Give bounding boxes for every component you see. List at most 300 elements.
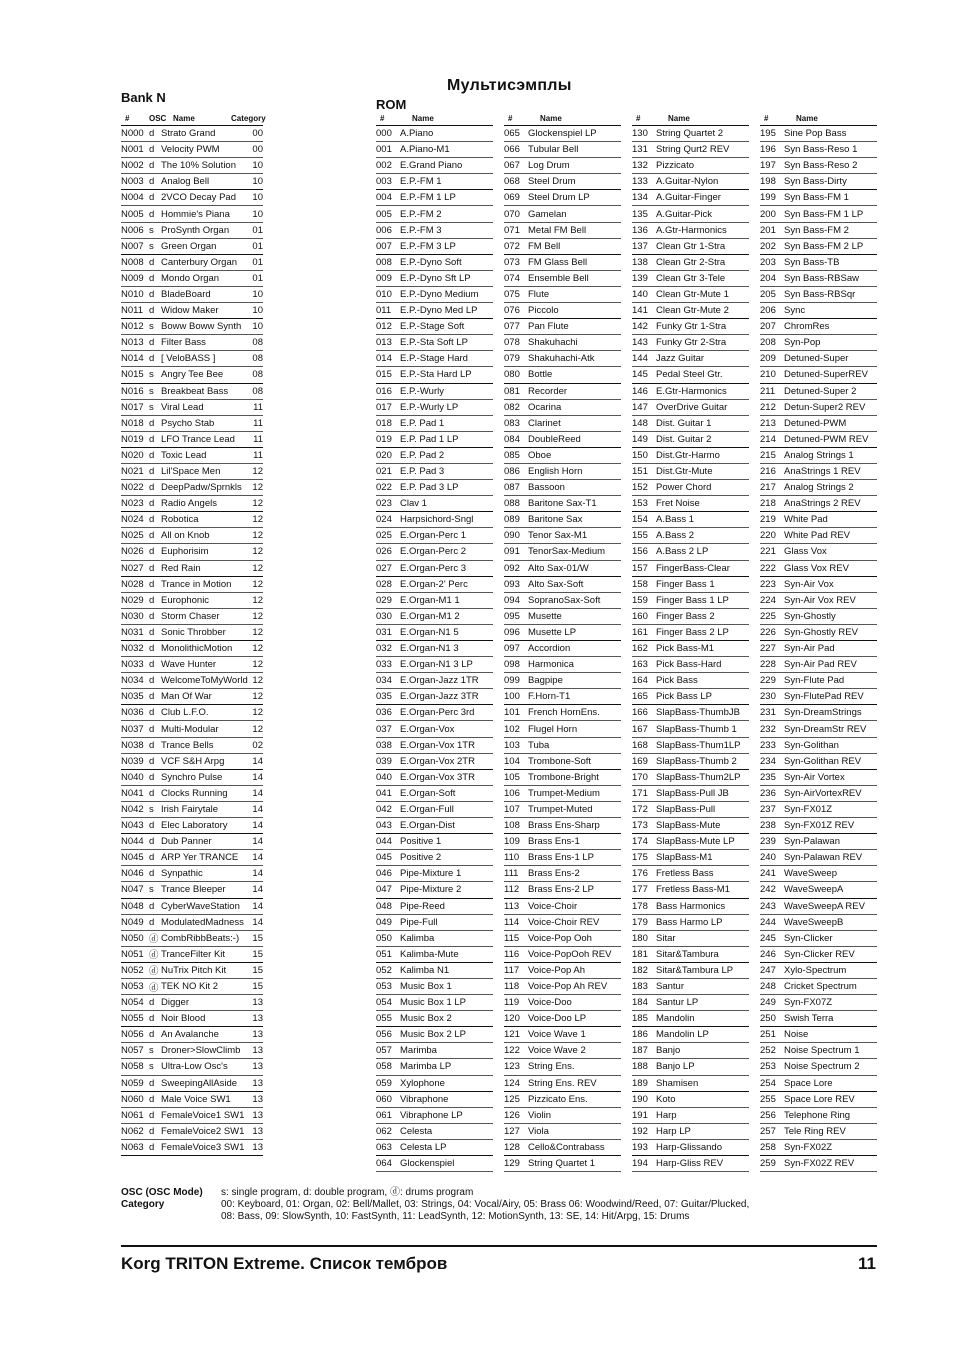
- table-row: [760, 770, 877, 786]
- table-row: [376, 126, 493, 142]
- multisample-number: 140: [632, 288, 648, 300]
- multisample-number: 191: [632, 1109, 648, 1121]
- osc-mode: s: [149, 884, 154, 896]
- multisample-number: 074: [504, 272, 520, 284]
- multisample-name: Detuned-PWM REV: [784, 433, 869, 445]
- table-row: [376, 416, 493, 432]
- multisample-number: 053: [376, 981, 392, 993]
- multisample-number: 099: [504, 675, 520, 687]
- table-row: [376, 786, 493, 802]
- table-row: [121, 1108, 263, 1124]
- multisample-name: Syn-FlutePad REV: [784, 691, 864, 703]
- multisample-name: A.Bass 2: [656, 530, 695, 542]
- table-row: [504, 1124, 621, 1140]
- program-name: FemaleVoice3 SW1: [161, 1141, 245, 1153]
- table-row: [376, 400, 493, 416]
- table-row: [376, 561, 493, 577]
- table-row: [376, 915, 493, 931]
- multisample-number: 135: [632, 208, 648, 220]
- multisample-number: 189: [632, 1077, 648, 1089]
- multisample-name: OverDrive Guitar: [656, 401, 728, 413]
- multisample-name: Music Box 1 LP: [400, 997, 466, 1009]
- multisample-number: 036: [376, 707, 392, 719]
- table-row: [376, 979, 493, 995]
- category: 12: [252, 562, 263, 574]
- multisample-number: 129: [504, 1158, 520, 1170]
- multisample-number: 157: [632, 562, 648, 574]
- program-name: ProSynth Organ: [161, 224, 230, 236]
- table-row: [376, 705, 493, 721]
- program-name: Male Voice SW1: [161, 1093, 231, 1105]
- table-row: [760, 705, 877, 721]
- bank-n-title: Bank N: [121, 90, 166, 105]
- multisample-number: 205: [760, 288, 776, 300]
- program-name: ModulatedMadness: [161, 916, 244, 928]
- multisample-name: Flugel Horn: [528, 723, 578, 735]
- multisample-number: 070: [504, 208, 520, 220]
- program-name: DeepPadw/Sprnkls: [161, 482, 242, 494]
- osc-mode: d: [149, 449, 155, 461]
- multisample-number: 121: [504, 1029, 520, 1041]
- category: 12: [252, 659, 263, 671]
- multisample-number: 202: [760, 240, 776, 252]
- program-name: FemaleVoice1 SW1: [161, 1109, 245, 1121]
- multisample-name: A.Bass 1: [656, 514, 695, 526]
- multisample-name: Syn-FX01Z REV: [784, 820, 855, 832]
- table-row: [121, 271, 263, 287]
- table-row: [632, 528, 749, 544]
- table-row: [632, 770, 749, 786]
- multisample-number: 103: [504, 739, 520, 751]
- header-number: #: [636, 113, 641, 123]
- multisample-number: 251: [760, 1029, 776, 1041]
- program-name: CyberWaveStation: [161, 900, 240, 912]
- table-row: [376, 335, 493, 351]
- multisample-number: 130: [632, 128, 648, 140]
- multisample-name: Ensemble Bell: [528, 272, 589, 284]
- table-row: [760, 754, 877, 770]
- table-row: [760, 126, 877, 142]
- program-name: Canterbury Organ: [161, 256, 238, 268]
- category: 12: [252, 594, 263, 606]
- table-row: [121, 577, 263, 593]
- osc-mode: d: [149, 288, 155, 300]
- multisample-number: 076: [504, 305, 520, 317]
- program-number: N058: [121, 1061, 144, 1073]
- table-row: [121, 625, 263, 641]
- multisample-number: 114: [504, 916, 520, 928]
- category: 15: [252, 964, 263, 976]
- multisample-number: 160: [632, 610, 648, 622]
- program-number: N006: [121, 224, 144, 236]
- multisample-number: 042: [376, 803, 392, 815]
- multisample-number: 181: [632, 948, 648, 960]
- multisample-number: 084: [504, 433, 520, 445]
- multisample-name: Syn-DreamStr REV: [784, 723, 867, 735]
- osc-mode: ⓓ: [149, 934, 159, 946]
- osc-mode: d: [149, 868, 155, 880]
- table-row: [504, 1108, 621, 1124]
- osc-mode: d: [149, 578, 155, 590]
- multisample-name: Voice Wave 1: [528, 1029, 586, 1041]
- multisample-number: 197: [760, 160, 776, 172]
- multisample-number: 091: [504, 546, 520, 558]
- table-row: [632, 721, 749, 737]
- multisample-name: Syn-Golithan: [784, 739, 839, 751]
- category: 12: [252, 546, 263, 558]
- table-row: [376, 577, 493, 593]
- table-row: [376, 496, 493, 512]
- table-row: [504, 271, 621, 287]
- multisample-name: Shakuhachi: [528, 337, 578, 349]
- multisample-name: E.P. Pad 2: [400, 449, 445, 461]
- multisample-number: 126: [504, 1109, 520, 1121]
- multisample-number: 151: [632, 466, 648, 478]
- table-row: [121, 480, 263, 496]
- osc-mode: d: [149, 820, 155, 832]
- multisample-name: French HornEns.: [528, 707, 600, 719]
- program-number: N008: [121, 256, 144, 268]
- multisample-number: 217: [760, 482, 776, 494]
- multisample-number: 046: [376, 868, 392, 880]
- multisample-name: Harpsichord-Sngl: [400, 514, 474, 526]
- table-row: [632, 1027, 749, 1043]
- multisample-number: 094: [504, 594, 520, 606]
- header-category: Category: [231, 113, 266, 123]
- multisample-name: Pick Bass LP: [656, 691, 712, 703]
- table-row: [504, 384, 621, 400]
- multisample-number: 184: [632, 997, 648, 1009]
- osc-mode: d: [149, 562, 155, 574]
- table-row: [760, 931, 877, 947]
- table-row: [504, 142, 621, 158]
- table-row: [504, 1156, 621, 1172]
- multisample-number: 058: [376, 1061, 392, 1073]
- table-row: [504, 979, 621, 995]
- osc-mode: d: [149, 176, 155, 188]
- multisample-name: String Ens. REV: [528, 1077, 597, 1089]
- multisample-name: TenorSax-Medium: [528, 546, 606, 558]
- multisample-number: 028: [376, 578, 392, 590]
- multisample-name: Pipe-Reed: [400, 900, 445, 912]
- table-row: [632, 625, 749, 641]
- multisample-name: Musette: [528, 610, 562, 622]
- program-name: Angry Tee Bee: [161, 369, 224, 381]
- osc-mode: d: [149, 643, 155, 655]
- table-row: [121, 126, 263, 142]
- multisample-number: 141: [632, 305, 648, 317]
- multisample-name: Dist. Guitar 2: [656, 433, 712, 445]
- table-row: [760, 786, 877, 802]
- multisample-number: 017: [376, 401, 392, 413]
- osc-mode: d: [149, 482, 155, 494]
- multisample-number: 158: [632, 578, 648, 590]
- table-row: [760, 689, 877, 705]
- header-name: Name: [668, 113, 690, 123]
- program-name: Wave Hunter: [161, 659, 217, 671]
- table-row: [760, 416, 877, 432]
- multisample-name: Pizzicato: [656, 160, 695, 172]
- header-name: Name: [796, 113, 818, 123]
- program-number: N031: [121, 626, 144, 638]
- multisample-name: Xylo-Spectrum: [784, 964, 847, 976]
- table-row: [760, 577, 877, 593]
- multisample-name: Analog Strings 1: [784, 449, 854, 461]
- table-row: [121, 287, 263, 303]
- program-number: N013: [121, 337, 144, 349]
- program-name: Trance Bleeper: [161, 884, 226, 896]
- multisample-name: Glockenspiel: [400, 1158, 455, 1170]
- multisample-number: 254: [760, 1077, 776, 1089]
- table-row: [760, 1059, 877, 1075]
- multisample-name: Syn-FX01Z: [784, 803, 833, 815]
- multisample-number: 162: [632, 643, 648, 655]
- multisample-number: 127: [504, 1125, 520, 1137]
- program-name: Synpathic: [161, 868, 203, 880]
- multisample-name: Syn Bass-RBSqr: [784, 288, 856, 300]
- multisample-name: E.Organ-Soft: [400, 787, 456, 799]
- table-row: [632, 335, 749, 351]
- multisample-number: 125: [504, 1093, 520, 1105]
- table-row: [632, 1108, 749, 1124]
- table-row: [760, 882, 877, 898]
- program-number: N048: [121, 900, 144, 912]
- table-row: [632, 899, 749, 915]
- program-number: N021: [121, 466, 144, 478]
- table-row: [121, 416, 263, 432]
- multisample-number: 065: [504, 128, 520, 140]
- table-row: [121, 641, 263, 657]
- program-number: N027: [121, 562, 144, 574]
- table-row: [376, 142, 493, 158]
- program-number: N007: [121, 240, 144, 252]
- category: 01: [252, 240, 263, 252]
- multisample-name: E.Grand Piano: [400, 160, 463, 172]
- multisample-name: White Pad REV: [784, 530, 850, 542]
- multisample-name: Piccolo: [528, 305, 559, 317]
- table-row: [376, 931, 493, 947]
- multisample-number: 122: [504, 1045, 520, 1057]
- multisample-name: A.Bass 2 LP: [656, 546, 709, 558]
- multisample-number: 117: [504, 964, 520, 976]
- category: 10: [252, 208, 263, 220]
- table-row: [121, 705, 263, 721]
- program-name: Velocity PWM: [161, 144, 220, 156]
- multisample-name: Brass Ens-Sharp: [528, 820, 600, 832]
- table-row: [632, 915, 749, 931]
- table-row: [632, 561, 749, 577]
- program-number: N042: [121, 803, 144, 815]
- category: 14: [252, 884, 263, 896]
- category: 11: [253, 433, 263, 445]
- table-row: [760, 1140, 877, 1156]
- table-row: [504, 1027, 621, 1043]
- multisample-number: 190: [632, 1093, 648, 1105]
- multisample-number: 164: [632, 675, 648, 687]
- category: 12: [252, 514, 263, 526]
- program-name: Viral Lead: [161, 401, 204, 413]
- table-row: [121, 673, 263, 689]
- osc-mode: d: [149, 1013, 155, 1025]
- table-row: [504, 335, 621, 351]
- multisample-number: 062: [376, 1125, 392, 1137]
- program-name: Irish Fairytale: [161, 803, 219, 815]
- table-row: [121, 190, 263, 206]
- table-row: [504, 158, 621, 174]
- multisample-number: 178: [632, 900, 648, 912]
- multisample-name: E.Organ-N1 3 LP: [400, 659, 473, 671]
- multisample-number: 213: [760, 417, 776, 429]
- multisample-number: 021: [376, 466, 392, 478]
- table-row: [504, 1011, 621, 1027]
- multisample-name: Koto: [656, 1093, 676, 1105]
- multisample-number: 075: [504, 288, 520, 300]
- program-name: WelcomeToMyWorld: [161, 675, 248, 687]
- table-row: [632, 223, 749, 239]
- table-row: [504, 126, 621, 142]
- table-row: [760, 963, 877, 979]
- table-row: [504, 882, 621, 898]
- table-row: [121, 818, 263, 834]
- multisample-number: 069: [504, 192, 520, 204]
- category: 01: [252, 224, 263, 236]
- multisample-name: Detuned-Super: [784, 353, 849, 365]
- osc-mode: d: [149, 900, 155, 912]
- multisample-number: 176: [632, 868, 648, 880]
- multisample-name: Gamelan: [528, 208, 567, 220]
- multisample-name: Voice-Choir REV: [528, 916, 600, 928]
- table-row: [632, 351, 749, 367]
- multisample-number: 188: [632, 1061, 648, 1073]
- program-name: Breakbeat Bass: [161, 385, 229, 397]
- multisample-name: Sync: [784, 305, 806, 317]
- osc-mode: d: [149, 530, 155, 542]
- multisample-name: Finger Bass 2: [656, 610, 715, 622]
- program-name: VCF S&H Arpg: [161, 755, 225, 767]
- table-row: [376, 351, 493, 367]
- multisample-number: 011: [376, 305, 392, 317]
- multisample-name: E.P.-FM 3: [400, 224, 442, 236]
- multisample-name: WaveSweepA REV: [784, 900, 865, 912]
- multisample-number: 146: [632, 385, 648, 397]
- program-number: N020: [121, 449, 144, 461]
- bank-n-header: [121, 111, 266, 126]
- table-row: [504, 963, 621, 979]
- multisample-number: 228: [760, 659, 776, 671]
- multisample-name: FM Bell: [528, 240, 561, 252]
- multisample-number: 051: [376, 948, 392, 960]
- multisample-name: Pipe-Full: [400, 916, 438, 928]
- table-row: [376, 963, 493, 979]
- table-row: [376, 319, 493, 335]
- multisample-number: 208: [760, 337, 776, 349]
- category: 12: [252, 610, 263, 622]
- table-row: [376, 174, 493, 190]
- multisample-name: SlapBass-Pull: [656, 803, 716, 815]
- multisample-number: 172: [632, 803, 648, 815]
- category: 13: [252, 1093, 263, 1105]
- multisample-number: 013: [376, 337, 392, 349]
- table-row: [632, 319, 749, 335]
- multisample-number: 101: [504, 707, 520, 719]
- program-number: N053: [121, 981, 144, 993]
- table-row: [376, 657, 493, 673]
- multisample-name: Syn-Air Pad REV: [784, 659, 857, 671]
- multisample-name: Flute: [528, 288, 550, 300]
- program-number: N044: [121, 836, 144, 848]
- multisample-name: Syn-Air Pad: [784, 643, 835, 655]
- multisample-number: 102: [504, 723, 520, 735]
- category: 00: [252, 128, 263, 140]
- multisample-number: 193: [632, 1141, 648, 1153]
- multisample-number: 163: [632, 659, 648, 671]
- program-name: ARP Yer TRANCE: [161, 852, 239, 864]
- program-name: 2VCO Decay Pad: [161, 192, 236, 204]
- multisample-name: Voice-PopOoh REV: [528, 948, 612, 960]
- multisample-name: Glass Vox: [784, 546, 827, 558]
- multisample-number: 019: [376, 433, 392, 445]
- multisample-number: 256: [760, 1109, 776, 1121]
- multisample-number: 033: [376, 659, 392, 671]
- table-row: [376, 223, 493, 239]
- multisample-name: E.Organ-Vox: [400, 723, 455, 735]
- multisample-name: Syn Bass-RBSaw: [784, 272, 859, 284]
- multisample-name: E.P.-FM 3 LP: [400, 240, 456, 252]
- multisample-number: 195: [760, 128, 776, 140]
- multisample-name: Clean Gtr-Mute 2: [656, 305, 729, 317]
- multisample-number: 119: [504, 997, 520, 1009]
- multisample-number: 025: [376, 530, 392, 542]
- table-row: [376, 239, 493, 255]
- multisample-number: 230: [760, 691, 776, 703]
- table-row: [376, 158, 493, 174]
- multisample-number: 250: [760, 1013, 776, 1025]
- table-row: [376, 850, 493, 866]
- program-name: Sonic Throbber: [161, 626, 226, 638]
- program-number: N009: [121, 272, 144, 284]
- category: 12: [252, 498, 263, 510]
- multisample-number: 026: [376, 546, 392, 558]
- multisample-number: 192: [632, 1125, 648, 1137]
- category: 01: [252, 256, 263, 268]
- program-number: N054: [121, 997, 144, 1009]
- table-row: [504, 625, 621, 641]
- program-number: N024: [121, 514, 144, 526]
- category: 12: [252, 691, 263, 703]
- multisample-name: E.P.-Dyno Med LP: [400, 305, 478, 317]
- table-row: [632, 416, 749, 432]
- multisample-number: 167: [632, 723, 648, 735]
- table-row: [376, 512, 493, 528]
- osc-mode: d: [149, 916, 155, 928]
- multisample-name: Steel Drum: [528, 176, 576, 188]
- category: 13: [252, 1045, 263, 1057]
- multisample-name: Musette LP: [528, 626, 577, 638]
- table-row: [376, 480, 493, 496]
- multisample-name: E.Organ-Jazz 1TR: [400, 675, 479, 687]
- category: 02: [252, 739, 263, 751]
- multisample-number: 133: [632, 176, 648, 188]
- table-row: [632, 239, 749, 255]
- multisample-name: String Quartet 2: [656, 128, 724, 140]
- table-row: [632, 206, 749, 222]
- program-name: Trance Bells: [161, 739, 214, 751]
- multisample-number: 063: [376, 1141, 392, 1153]
- multisample-name: Pick Bass-M1: [656, 643, 715, 655]
- table-row: [504, 770, 621, 786]
- multisample-name: Xylophone: [400, 1077, 445, 1089]
- table-row: [632, 287, 749, 303]
